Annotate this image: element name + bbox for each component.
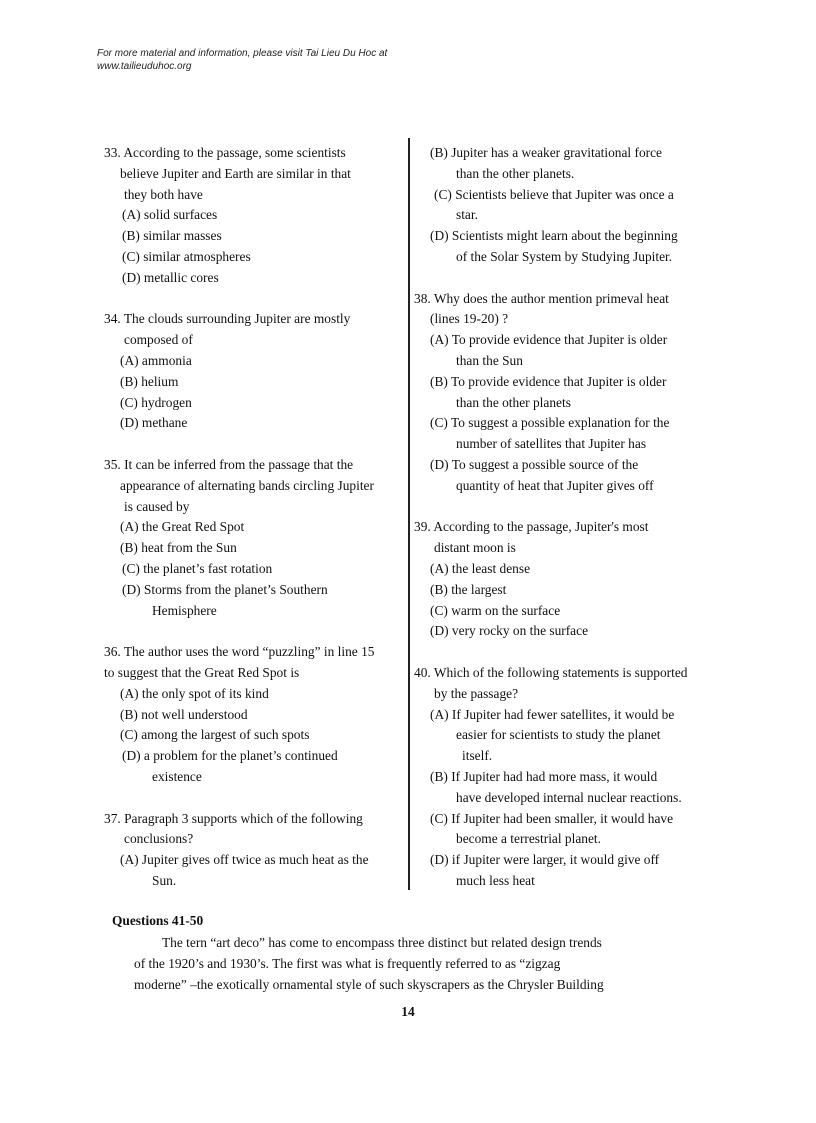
question-stem: appearance of alternating bands circling Jupiter [120, 477, 374, 493]
answer-option: (D) Scientists might learn about the beginning [430, 228, 678, 244]
answer-option-continued: Hemisphere [152, 602, 217, 618]
answer-option-continued: itself. [462, 748, 493, 764]
answer-option-continued: than the other planets [456, 394, 571, 410]
question-36 [104, 642, 404, 788]
answer-option: (C) Scientists believe that Jupiter was once a [434, 186, 674, 202]
page-header [97, 47, 387, 73]
answer-option: (A) ammonia [120, 352, 192, 368]
answer-option-continued: existence [152, 768, 202, 784]
answer-option: (C) the planet’s fast rotation [122, 560, 273, 576]
question-stem: by the passage? [434, 685, 519, 701]
answer-option-continued: quantity of heat that Jupiter gives off [456, 477, 654, 493]
answer-option: (C) hydrogen [120, 394, 192, 410]
answer-option-continued: have developed internal nuclear reactions. [456, 789, 682, 805]
answer-option-continued: number of satellites that Jupiter has [456, 436, 647, 452]
answer-option: (B) similar masses [122, 228, 222, 244]
answer-option: (C) To suggest a possible explanation for the [430, 415, 670, 431]
question-stem: 39. According to the passage, Jupiter's most [414, 519, 649, 535]
answer-option: (A) the Great Red Spot [120, 519, 245, 535]
question-stem: 38. Why does the author mention primeval heat [414, 290, 669, 306]
answer-option-continued: become a terrestrial planet. [456, 831, 601, 847]
section-title: Questions 41-50 [112, 913, 204, 928]
header-line-1: For more material and information, please visit Tai Lieu Du Hoc at [97, 48, 388, 59]
answer-option: (C) warm on the surface [430, 602, 561, 618]
question-stem: 35. It can be inferred from the passage that the [104, 456, 354, 472]
question-stem: is caused by [124, 498, 190, 514]
passage-line: moderne” –the exotically ornamental style of such skyscrapers as the Chrysler Building [134, 976, 604, 992]
answer-option: (A) the least dense [430, 560, 531, 576]
question-stem: composed of [124, 332, 193, 348]
question-stem: 40. Which of the following statements is supported [414, 664, 688, 680]
answer-option-continued: of the Solar System by Studying Jupiter. [456, 248, 673, 264]
answer-option: (B) helium [120, 373, 179, 389]
question-40 [414, 663, 714, 892]
answer-option: (D) if Jupiter were larger, it would give off [430, 852, 660, 868]
answer-option: (A) the only spot of its kind [120, 685, 269, 701]
question-33 [104, 143, 404, 289]
question-stem: believe Jupiter and Earth are similar in that [120, 165, 351, 181]
column-divider [408, 138, 410, 890]
answer-option: (D) Storms from the planet’s Southern [122, 581, 328, 597]
answer-option: (B) If Jupiter had had more mass, it would [430, 768, 658, 784]
passage-line: of the 1920’s and 1930’s. The first was what is frequently referred to as “zigzag [134, 955, 561, 971]
answer-option: (B) Jupiter has a weaker gravitational force [430, 145, 663, 160]
question-stem: conclusions? [124, 831, 194, 847]
question-stem: 37. Paragraph 3 supports which of the following [104, 810, 363, 826]
header-line-2: www.tailieuduhoc.org [97, 61, 192, 72]
answer-option: (D) methane [120, 415, 188, 431]
answer-option-continued: than the Sun [456, 352, 523, 368]
answer-option: (B) heat from the Sun [120, 540, 237, 556]
question-stem: distant moon is [434, 540, 516, 556]
answer-option: (D) a problem for the planet’s continued [122, 748, 338, 764]
question-stem: 33. According to the passage, some scientists [104, 145, 346, 160]
answer-option: (B) not well understood [120, 706, 248, 722]
answer-option: (D) metallic cores [122, 269, 219, 285]
answer-option: (A) solid surfaces [122, 207, 218, 223]
passage-line: The tern “art deco” has come to encompass three distinct but related design trends [162, 935, 602, 950]
answer-option: (A) If Jupiter had fewer satellites, it would be [430, 706, 675, 722]
question-34 [104, 309, 404, 434]
question-39 [414, 517, 714, 642]
question-37 [104, 809, 404, 892]
answer-option: (A) To provide evidence that Jupiter is older [430, 332, 668, 348]
answer-option: (D) very rocky on the surface [430, 623, 589, 639]
question-stem: 36. The author uses the word “puzzling” in line 15 [104, 644, 375, 660]
question-37-continued [414, 143, 714, 268]
answer-option: (D) To suggest a possible source of the [430, 456, 639, 472]
left-column [104, 143, 404, 912]
answer-option: (B) the largest [430, 581, 507, 597]
reading-passage [134, 933, 664, 995]
answer-option: (A) Jupiter gives off twice as much heat as the [120, 852, 369, 868]
right-column [414, 143, 714, 912]
answer-option-continued: much less heat [456, 872, 535, 888]
question-38 [414, 289, 714, 497]
answer-option-continued: easier for scientists to study the planet [456, 727, 661, 743]
answer-option: (C) similar atmospheres [122, 248, 251, 264]
answer-option: (B) To provide evidence that Jupiter is older [430, 373, 667, 389]
answer-option-continued: star. [456, 207, 478, 223]
question-stem: they both have [124, 186, 203, 202]
question-stem: to suggest that the Great Red Spot is [104, 664, 300, 680]
page-number: 14 [401, 1004, 415, 1019]
question-stem: (lines 19-20) ? [430, 311, 509, 327]
question-stem: 34. The clouds surrounding Jupiter are mostly [104, 311, 351, 327]
answer-option-continued: Sun. [152, 872, 177, 888]
answer-option: (C) among the largest of such spots [120, 727, 310, 743]
answer-option: (C) If Jupiter had been smaller, it would have [430, 810, 674, 826]
answer-option-continued: than the other planets. [456, 165, 575, 181]
question-35 [104, 455, 404, 621]
